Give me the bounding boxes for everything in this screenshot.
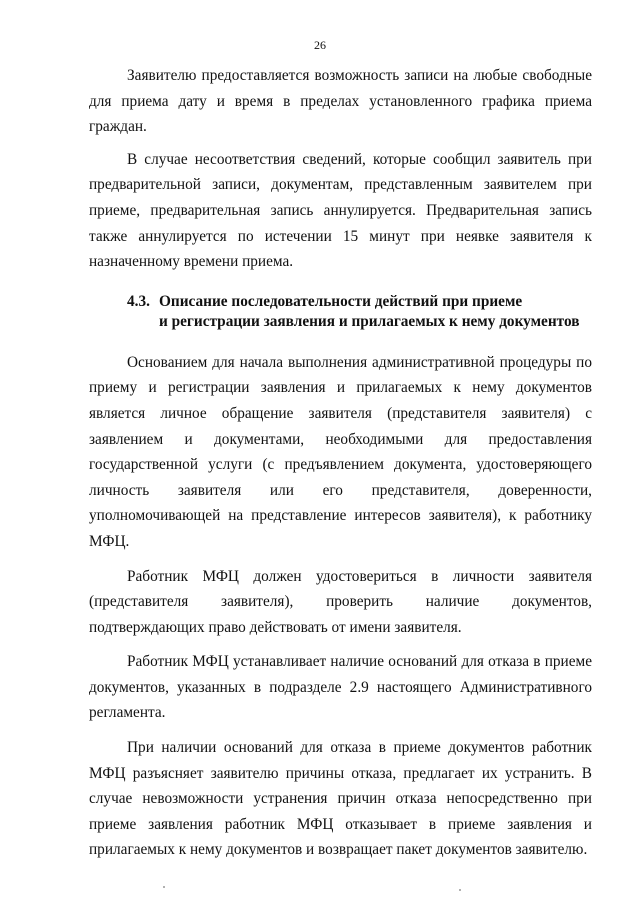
scan-speck xyxy=(459,889,461,891)
section-heading xyxy=(89,292,592,332)
paragraph-refusal-grounds: Работник МФЦ устанавливает наличие оснований для отказа в приеме документов, указанных в подразделе 2.9 настоящего Административного регламента. xyxy=(89,653,592,722)
page-number: 26 xyxy=(314,38,326,52)
scan-speck xyxy=(163,886,165,888)
section-number: 4.3. xyxy=(127,292,150,310)
document-body xyxy=(89,63,592,863)
paragraph-appointment-availability: Заявителю предоставляется возможность записи на любые свободные для приема дату и время в пределах установленного графика приема граждан. xyxy=(89,67,592,136)
section-title-line1: Описание последовательности действий при приеме xyxy=(159,292,523,310)
paragraph-identity-check: Работник МФЦ должен удостовериться в личности заявителя (представителя заявителя), проверить наличие документов, подтверждающих право действовать от имени заявителя. xyxy=(89,567,592,636)
paragraph-procedure-basis: Основанием для начала выполнения административной процедуры по приему и регистрации заявления и прилагаемых к нему документов является личное обращение заявителя (представителя заявителя) с заявлением и документами, необходимыми для предоставления государственной услуги (с предъявлением документа, удостоверяющего личность заявителя или его представителя, доверенности, уполномочивающей на представление интересов заявителя), к работнику МФЦ. xyxy=(89,353,592,550)
paragraph-refusal-procedure: При наличии оснований для отказа в приеме документов работник МФЦ разъясняет заявителю причины отказа, предлагает их устранить. В случае невозможности устранения причин отказа непосредственно при приеме заявления работник МФЦ отказывает в приеме заявления и прилагаемых к нему документов и возвращает пакет документов заявителю. xyxy=(89,739,592,859)
paragraph-appointment-cancellation: В случае несоответствия сведений, которые сообщил заявитель при предварительной записи, документам, представленным заявителем при приеме, предварительная запись аннулируется. Предварительная запись также аннулируется по истечении 15 минут при неявке заявителя к назначенному времени приема. xyxy=(89,150,592,271)
section-title-line2: и регистрации заявления и прилагаемых к нему документов xyxy=(159,312,580,330)
